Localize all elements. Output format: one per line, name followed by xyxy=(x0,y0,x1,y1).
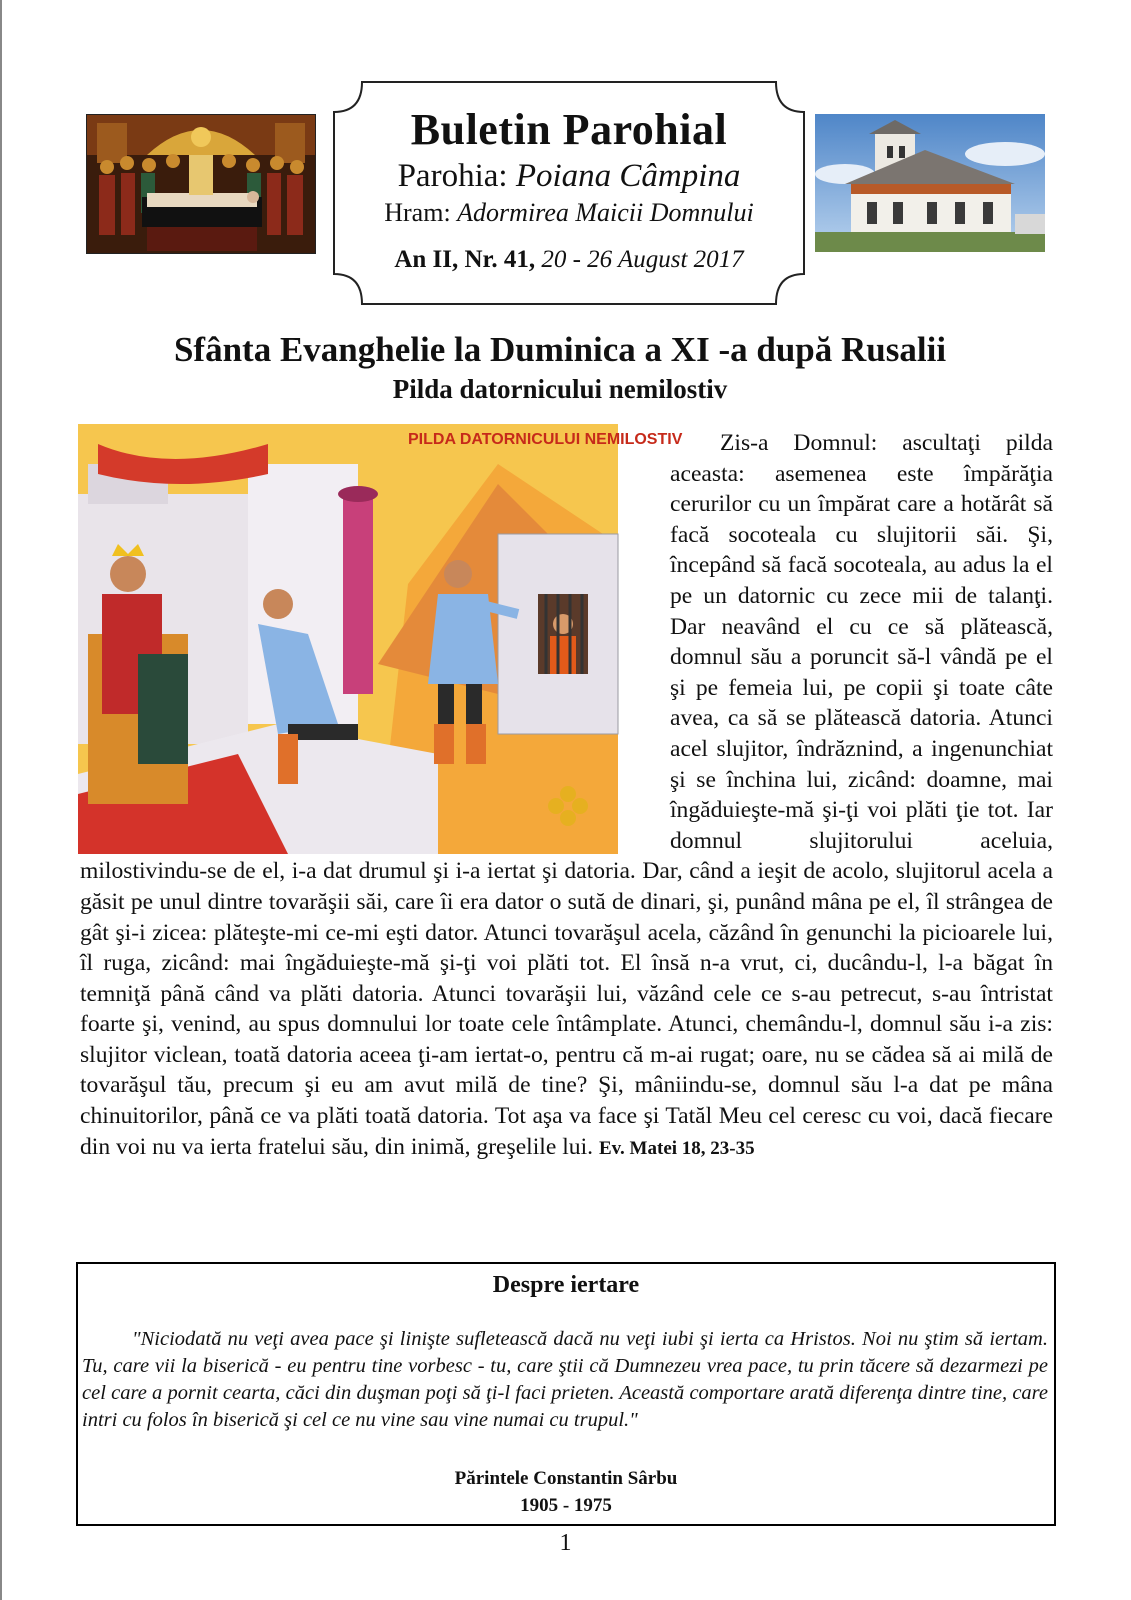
issue-line xyxy=(332,246,806,274)
quote-text: "Niciodată nu veţi avea pace şi linişte sufletească dacă nu veţi iubi şi ierta ca Hristos. Noi nu ştim să iertam. Tu, care vii la biserică - eu pentru tine vorbesc - tu, care ştii că Dumnezeu vrea pace, tu prin tăcere să dezarmezi pe cel care a pornit cearta, căci din duşman poţi să ţi-l faci prieten. Această comportare arată diferenţa dintre tine, care intri cu folos în biserică şi cel ce nu vine sau vine numai cu trupul." xyxy=(82,1328,1048,1431)
page-edge xyxy=(0,0,2,1600)
parish-label: Parohia: xyxy=(397,158,516,194)
bulletin-title: Buletin Parohial xyxy=(410,105,728,154)
page-number: 1 xyxy=(559,1530,572,1556)
image-spacer xyxy=(80,428,670,856)
issue-dates: 20 - 26 August 2017 xyxy=(541,246,744,273)
dormition-icon-image xyxy=(86,114,316,254)
hram-label: Hram: xyxy=(384,198,458,227)
masthead-frame xyxy=(332,80,806,306)
gospel-reference: Ev. Matei 18, 23-35 xyxy=(598,1137,755,1159)
article-title: Sfânta Evanghelie la Duminica a XI -a după Rusalii xyxy=(173,330,947,369)
hram-name: Adormirea Maicii Domnului xyxy=(457,198,754,227)
gospel-body: Zis-a Domnul: ascultaţi pilda aceasta: asemenea este împărăţia cerurilor cu un împărat care a hotărât să facă socoteala cu slujitorii săi. Şi, începând să facă socoteala, au adus la el pe un datornic cu zece mii de talanţi. Dar neavând el cu ce să plătească, domnul său a poruncit să-l vândă pe el şi pe femeia lui, pe copii şi toate câte avea, ca să se plătească datoria. Atunci acel slujitor, îndrăznind, a ingenunchiat şi se închina lui, zicând: doamne, mai îngăduieşte-mă şi-ţi voi plăti ţie tot. Iar domnul slujitorului aceluia, milostivindu-se de el, i-a dat drumul şi i-a iertat şi datoria. Dar, când a ieşit de acolo, slujitorul acela a găsit pe unul dintre tovarăşii săi, care îi era dator o sută de dinari, şi, punând mâna pe el, îl strângea de gât şi-i zicea: plăteşte-mi ce-mi eşti dator. Atunci tovarăşul acela, căzând în genunchi la picioarele lui, îl ruga, zicând: mai îngăduieşte-mă şi-ţi voi plăti tot. El însă n-a vrut, ci, ducându-l, l-a băgat în temniţă până când va plăti datoria. Atunci tovarăşii lui, văzând cele ce s-au petrecut, s-au întristat foarte şi, venind, au spus domnului lor toate cele întâmplate. Atunci, chemându-l, domnul său i-a zis: slujitor viclean, toată datoria aceea ţi-am iertat-o, pentru că m-ai rugat; oare, nu se cădea să ai milă de tovarăşul tău, precum şi eu am avut milă de tine? Şi, mâniindu-se, domnul său l-a dat pe mâna chinuitorilor, până ce va plăti toată datoria. Tot aşa va face şi Tatăl Meu cel ceresc cu voi, dacă fiecare din voi nu va ierta fratelui său, din inimă, greşelile lui. xyxy=(80,430,1053,1160)
parish-line xyxy=(332,158,806,195)
quote-author: Părintele Constantin Sârbu xyxy=(454,1468,678,1489)
church-photo xyxy=(815,114,1045,252)
icon-caption-text: PILDA DATORNICULUI NEMILOSTIV xyxy=(408,431,683,448)
quote-author-years: 1905 - 1975 xyxy=(520,1495,612,1516)
gospel-reading xyxy=(80,428,1053,1164)
hram-line xyxy=(332,198,806,228)
quote-box-title: Despre iertare xyxy=(492,1272,640,1298)
article-subtitle: Pilda datornicului nemilostiv xyxy=(392,374,728,404)
forgiveness-quote-box xyxy=(76,1262,1056,1526)
issue-label: An II, Nr. 41, xyxy=(394,246,542,273)
parish-name: Poiana Câmpina xyxy=(515,158,741,194)
